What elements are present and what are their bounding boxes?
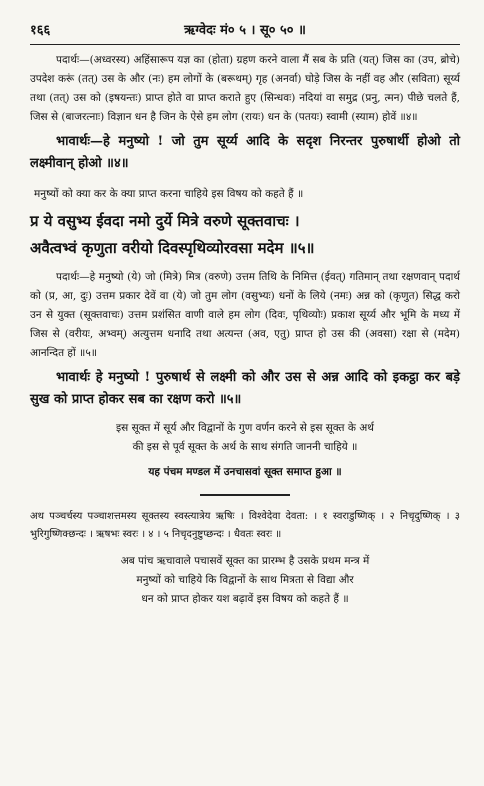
next-intro-line-2: मनुष्यों को चाहिये कि विद्वानों के साथ मित्रता से विद्या और bbox=[136, 574, 354, 586]
padartha-5: पदार्थः—हे मनुष्यो (ये) जो (मित्रे) मित्र (वरुणे) उत्तम तिथि के निमित्त (ईवत्) गतिमान् तथा रक्षणवान् पदार्थ को (प्र, आ, दुः) उत्तम प्रकार देवें वा (ये) जो तुम लोग (वसुभ्यः) धनों के लिये (नमः) अन्न को (कृणुत) सिद्ध करो उन से युक्त (सूक्तवाचः) उत्तम प्रशंसित वाणी वाले हम लोग (दिवः, पृथिव्योः) प्रकाश सूर्य्य और भूमि के मध्य में जिस से (वरीयः, अभ्वम्) अत्युत्तम धनादि तथा अत्यन्त (अव, एतु) प्राप्त हो उस की (अवसा) रक्षा से (मदेम) आनन्दित हों ॥५॥ bbox=[30, 271, 460, 359]
bhavartha-5: भावार्थः हे मनुष्यो ! पुरुषार्थ से लक्ष्मी को और उस से अन्न आदि को इकट्ठा कर बड़े सुख को प्राप्त होकर सब का रक्षण करो ॥५॥ bbox=[30, 370, 460, 407]
padartha-4: पदार्थः—(अध्वरस्य) अहिंसारूप यज्ञ का (होता) ग्रहण करने वाला मैं सब के प्रति (यत्) जिस का (उप, ब्रोचे) उपदेश करूं (तत्) उस के और (नः) हम लोगों के (बरूथम्) गृह (अनर्वा) घोड़े जिस के नहीं वह और (सविता) सूर्य्य तथा (तत्) उस को (इषयन्तः) प्राप्त होते वा प्राप्त कराते हुए (सिन्धवः) नदियां वा समुद्र (प्रनु, त्मन) पीछे चलते हैं, जिस से (बाजरत्नाः) विज्ञान धन है जिन के ऐसे हम लोग (रायः) धन के (पतयः) स्वामी (स्याम) होवें ॥४॥ bbox=[30, 54, 460, 123]
next-intro-line-3: धन को प्राप्त होकर यश बढ़ावें इस विषय को कहते हैं ॥ bbox=[141, 593, 349, 605]
mantra-line-2: अवैत्वभ्वं कृणुता वरीयो दिवस्पृथिव्योरवसा मदेम ॥५॥ bbox=[30, 239, 315, 257]
mantra-line-1: प्र ये वसुभ्य ईवदा नमो दुर्ये मित्रे वरुणे सूक्तवाचः । bbox=[30, 212, 300, 230]
topic-intro: मनुष्यों को क्या कर के क्या प्राप्त करना चाहिये इस विषय को कहते हैं ॥ bbox=[34, 188, 304, 200]
page bbox=[30, 18, 460, 609]
section-separator bbox=[200, 494, 290, 496]
summary-line-1: इस सूक्त में सूर्य और विद्वानों के गुण वर्णन करने से इस सूक्त के अर्थ bbox=[116, 422, 374, 434]
next-sukta-header: अथ पञ्चर्चस्य पञ्चाशत्तमस्य सूक्तस्य स्वस्त्यात्रेय ऋषिः । विश्वेदेवा देवता: । १ स्वराडुष्णिक् । २ निचृदुष्णिक् । ३ भुरिगुष्णिक्छन्दः । ऋषभः स्वरः । ४ । ५ निचृदनुष्टुप्छन्दः । धैवतः स्वरः ॥ bbox=[30, 511, 460, 540]
next-intro-line-1: अब पांच ऋचावाले पचासवें सूक्त का प्रारम्भ है उसके प्रथम मन्त्र में bbox=[120, 555, 370, 567]
summary-line-2: की इस से पूर्व सूक्त के अर्थ के साथ संगति जाननी चाहिये ॥ bbox=[132, 441, 358, 453]
page-number: १६६ bbox=[30, 23, 51, 38]
sukta-closing: यह पंचम मण्डल में उनचासवां सूक्त समाप्त हुआ ॥ bbox=[148, 466, 342, 478]
running-head: ऋग्वेदः मं० ५ । सू० ५० ॥ bbox=[184, 23, 306, 38]
bhavartha-4: भावार्थः—हे मनुष्यो ! जो तुम सूर्य्य आदि के सदृश निरन्तर पुरुषार्थी होओ तो लक्ष्मीवान् होओ ॥४॥ bbox=[30, 134, 460, 171]
page-header bbox=[30, 18, 460, 40]
header-rule bbox=[30, 44, 460, 45]
